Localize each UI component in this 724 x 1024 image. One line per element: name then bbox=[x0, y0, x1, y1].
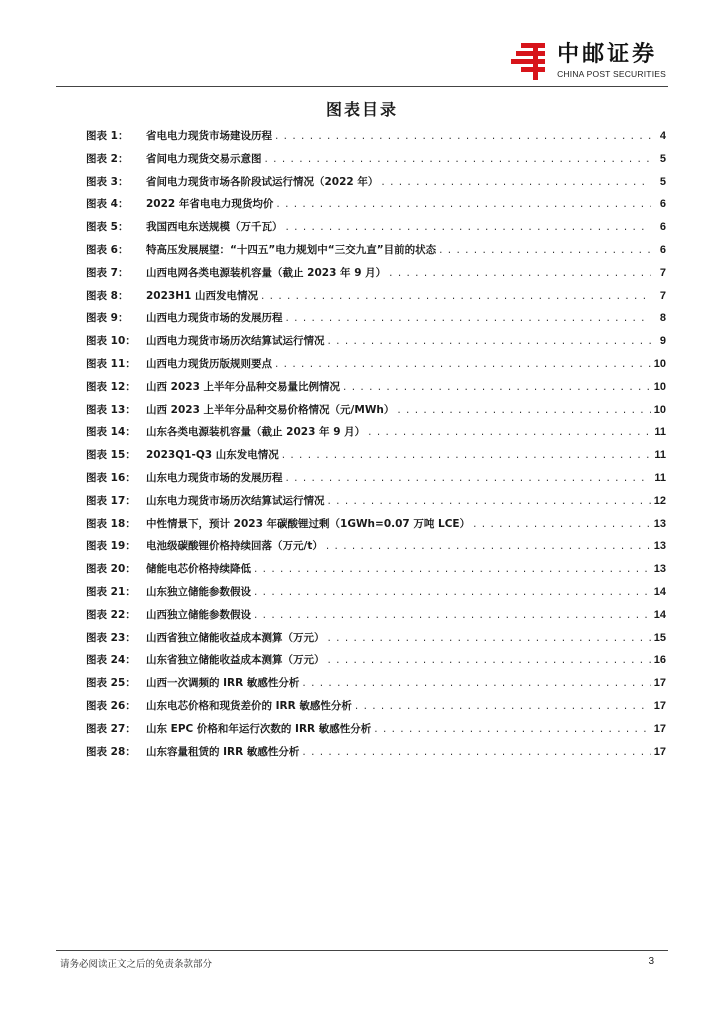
toc-entry[interactable] bbox=[86, 196, 666, 219]
toc-entry-number: 图表 12： bbox=[86, 380, 136, 393]
page-number: 3 bbox=[648, 956, 654, 967]
toc-entry-number: 图表 21： bbox=[86, 585, 136, 598]
toc-dot-leader bbox=[328, 654, 651, 666]
toc-entry-number: 图表 26： bbox=[86, 699, 136, 712]
toc-entry-title: 山西一次调频的 IRR 敏感性分析 bbox=[146, 677, 300, 690]
toc-entry-number: 图表 18： bbox=[86, 517, 136, 530]
toc-entry-page: 7 bbox=[659, 289, 666, 302]
toc-entry-title: 山东各类电源装机容量（截止 2023 年 9 月） bbox=[146, 426, 366, 439]
toc-dot-leader bbox=[254, 563, 651, 575]
toc-entry-title: 山东独立储能参数假设 bbox=[146, 585, 251, 598]
toc-entry[interactable] bbox=[86, 698, 666, 721]
toc-entry-page: 10 bbox=[653, 357, 666, 370]
toc-entry-number: 图表 13： bbox=[86, 403, 136, 416]
toc-entry-page: 15 bbox=[653, 631, 666, 644]
toc-entry-number: 图表 27： bbox=[86, 722, 136, 735]
toc-entry-page: 13 bbox=[653, 563, 666, 576]
toc-entry-page: 8 bbox=[659, 312, 666, 325]
toc-entry-page: 10 bbox=[653, 403, 666, 416]
toc-entry-page: 4 bbox=[659, 130, 666, 142]
toc-entry-number: 图表 24： bbox=[86, 654, 136, 667]
toc-dot-leader bbox=[282, 449, 651, 461]
toc-entry-title: 山东电力现货市场历次结算试运行情况 bbox=[146, 494, 325, 507]
toc-entry-number: 图表 2： bbox=[86, 152, 129, 165]
toc-entry-number: 图表 15： bbox=[86, 449, 136, 462]
toc-entry-page: 13 bbox=[653, 517, 666, 530]
toc-entry-number: 图表 8： bbox=[86, 289, 129, 302]
toc-entry-title: 山西电力现货市场历次结算试运行情况 bbox=[146, 335, 325, 348]
toc-list bbox=[86, 128, 666, 766]
toc-entry-page: 11 bbox=[654, 449, 666, 462]
toc-entry-page: 10 bbox=[653, 380, 666, 393]
toc-entry[interactable] bbox=[86, 151, 666, 174]
toc-entry-page: 5 bbox=[659, 175, 666, 188]
toc-entry-title: 储能电芯价格持续降低 bbox=[146, 563, 251, 576]
toc-entry-number: 图表 10： bbox=[86, 335, 136, 348]
toc-entry-title: 山东 EPC 价格和年运行次数的 IRR 敏感性分析 bbox=[146, 722, 372, 735]
toc-dot-leader bbox=[286, 221, 652, 233]
toc-entry[interactable] bbox=[86, 288, 666, 311]
toc-entry-page: 17 bbox=[653, 745, 666, 758]
toc-entry-title: 山西电力现货市场的发展历程 bbox=[146, 312, 283, 325]
toc-entry-number: 图表 6： bbox=[86, 243, 129, 256]
toc-entry-number: 图表 14： bbox=[86, 426, 136, 439]
toc-entry-number: 图表 23： bbox=[86, 631, 136, 644]
toc-entry-title: 山东电芯价格和现货差价的 IRR 敏感性分析 bbox=[146, 699, 352, 712]
page-header bbox=[0, 0, 724, 90]
toc-dot-leader bbox=[275, 358, 651, 370]
toc-dot-leader bbox=[439, 244, 651, 256]
toc-entry-page: 17 bbox=[653, 699, 666, 712]
toc-entry-page: 12 bbox=[653, 494, 666, 507]
toc-entry-page: 17 bbox=[653, 677, 666, 690]
toc-entry-title: 特高压发展展望：“十四五”电力规划中“三交九直”目前的状态 bbox=[146, 243, 437, 256]
toc-entry[interactable] bbox=[86, 242, 666, 265]
toc-entry-number: 图表 19： bbox=[86, 540, 136, 553]
toc-entry-page: 9 bbox=[659, 335, 666, 348]
toc-entry-number: 图表 17： bbox=[86, 494, 136, 507]
toc-entry-number: 图表 9： bbox=[86, 312, 129, 325]
toc-entry[interactable] bbox=[86, 470, 666, 493]
toc-entry-title: 省电电力现货市场建设历程 bbox=[146, 130, 272, 142]
toc-entry[interactable] bbox=[86, 447, 666, 470]
disclaimer-note: 请务必阅读正文之后的免责条款部分 bbox=[60, 959, 213, 970]
toc-entry[interactable] bbox=[86, 379, 666, 402]
brand-logo bbox=[507, 40, 666, 82]
toc-entry-number: 图表 3： bbox=[86, 175, 129, 188]
toc-entry[interactable] bbox=[86, 424, 666, 447]
toc-dot-leader bbox=[328, 335, 652, 347]
toc-dot-leader bbox=[374, 723, 650, 735]
toc-entry[interactable] bbox=[86, 744, 666, 767]
toc-entry-page: 7 bbox=[659, 266, 666, 279]
toc-dot-leader bbox=[389, 267, 651, 279]
toc-entry-page: 6 bbox=[659, 221, 666, 234]
toc-entry[interactable] bbox=[86, 265, 666, 288]
toc-entry-title: 山西电网各类电源装机容量（截止 2023 年 9 月） bbox=[146, 266, 387, 279]
toc-entry-number: 图表 1： bbox=[86, 130, 129, 142]
toc-entry-number: 图表 7： bbox=[86, 266, 129, 279]
toc-entry-title: 山东电力现货市场的发展历程 bbox=[146, 471, 283, 484]
toc-entry[interactable] bbox=[86, 219, 666, 242]
footer-divider bbox=[56, 950, 668, 951]
toc-entry[interactable] bbox=[86, 561, 666, 584]
toc-entry-title: 山西省独立储能收益成本测算（万元） bbox=[146, 631, 325, 644]
toc-entry-title: 省间电力现货市场各阶段试运行情况（2022 年） bbox=[146, 175, 379, 188]
toc-entry[interactable] bbox=[86, 538, 666, 561]
toc-entry[interactable] bbox=[86, 402, 666, 425]
toc-entry-title: 电池级碳酸锂价格持续回落（万元/t） bbox=[146, 540, 323, 553]
toc-entry-title: 山东容量租赁的 IRR 敏感性分析 bbox=[146, 745, 300, 758]
toc-entry[interactable] bbox=[86, 630, 666, 653]
toc-entry[interactable] bbox=[86, 493, 666, 516]
toc-entry-page: 6 bbox=[659, 243, 666, 256]
toc-entry-title: 省间电力现货交易示意图 bbox=[146, 152, 262, 165]
toc-entry[interactable] bbox=[86, 310, 666, 333]
toc-entry-title: 中性情景下，预计 2023 年碳酸锂过剩（1GWh=0.07 万吨 LCE） bbox=[146, 517, 471, 530]
toc-entry-page: 11 bbox=[654, 471, 666, 484]
toc-dot-leader bbox=[302, 746, 650, 758]
toc-dot-leader bbox=[254, 609, 651, 621]
toc-dot-leader bbox=[381, 176, 651, 188]
toc-dot-leader bbox=[355, 700, 651, 712]
toc-entry-number: 图表 28： bbox=[86, 745, 136, 758]
toc-dot-leader bbox=[276, 198, 651, 210]
toc-dot-leader bbox=[261, 290, 651, 302]
toc-entry[interactable] bbox=[86, 333, 666, 356]
toc-entry-title: 山东省独立储能收益成本测算（万元） bbox=[146, 654, 325, 667]
toc-entry-title: 2022 年省电电力现货均价 bbox=[146, 198, 274, 211]
toc-entry-title: 山西 2023 上半年分品种交易价格情况（元/MWh） bbox=[146, 403, 395, 416]
toc-entry[interactable] bbox=[86, 128, 666, 151]
toc-entry[interactable] bbox=[86, 652, 666, 675]
toc-entry[interactable] bbox=[86, 516, 666, 539]
header-divider bbox=[56, 86, 668, 87]
toc-entry[interactable] bbox=[86, 356, 666, 379]
toc-dot-leader bbox=[286, 312, 652, 324]
toc-entry[interactable] bbox=[86, 607, 666, 630]
toc-entry-title: 山西独立储能参数假设 bbox=[146, 608, 251, 621]
toc-entry-number: 图表 20： bbox=[86, 563, 136, 576]
toc-dot-leader bbox=[275, 130, 651, 142]
toc-entry-page: 14 bbox=[653, 585, 666, 598]
toc-dot-leader bbox=[302, 677, 650, 689]
toc-dot-leader bbox=[397, 404, 650, 416]
toc-entry-page: 6 bbox=[659, 198, 666, 211]
toc-entry-page: 14 bbox=[653, 608, 666, 621]
toc-entry[interactable] bbox=[86, 174, 666, 197]
toc-entry-title: 山西 2023 上半年分品种交易量比例情况 bbox=[146, 380, 341, 393]
toc-entry-title: 我国西电东送规模（万千瓦） bbox=[146, 221, 283, 234]
toc-dot-leader bbox=[343, 381, 651, 393]
toc-dot-leader bbox=[473, 518, 651, 530]
toc-entry-page: 13 bbox=[653, 540, 666, 553]
toc-entry-page: 11 bbox=[654, 426, 666, 439]
toc-entry[interactable] bbox=[86, 584, 666, 607]
brand-name-en: CHINA POST SECURITIES bbox=[557, 68, 666, 79]
toc-entry-number: 图表 4： bbox=[86, 198, 129, 211]
toc-dot-leader bbox=[326, 540, 651, 552]
toc-dot-leader bbox=[328, 495, 651, 507]
china-post-emblem-icon bbox=[507, 40, 551, 82]
toc-entry-title: 2023Q1-Q3 山东发电情况 bbox=[146, 449, 279, 462]
toc-entry[interactable] bbox=[86, 721, 666, 744]
toc-entry-number: 图表 25： bbox=[86, 677, 136, 690]
toc-entry-number: 图表 5： bbox=[86, 221, 129, 234]
toc-entry-number: 图表 22： bbox=[86, 608, 136, 621]
toc-dot-leader bbox=[328, 632, 651, 644]
toc-entry-page: 5 bbox=[659, 152, 666, 165]
toc-dot-leader bbox=[286, 472, 652, 484]
toc-entry-page: 17 bbox=[653, 722, 666, 735]
toc-dot-leader bbox=[368, 426, 651, 438]
toc-entry-number: 图表 16： bbox=[86, 471, 136, 484]
toc-entry-page: 16 bbox=[653, 654, 666, 667]
toc-entry-title: 2023H1 山西发电情况 bbox=[146, 289, 258, 302]
toc-dot-leader bbox=[265, 153, 652, 165]
toc-dot-leader bbox=[254, 586, 651, 598]
toc-entry-title: 山西电力现货历版规则要点 bbox=[146, 357, 272, 370]
toc-entry-number: 图表 11： bbox=[86, 357, 136, 370]
toc-entry[interactable] bbox=[86, 675, 666, 698]
brand-name-cn: 中邮证券 bbox=[557, 41, 658, 67]
toc-title: 图表目录 bbox=[325, 100, 398, 119]
